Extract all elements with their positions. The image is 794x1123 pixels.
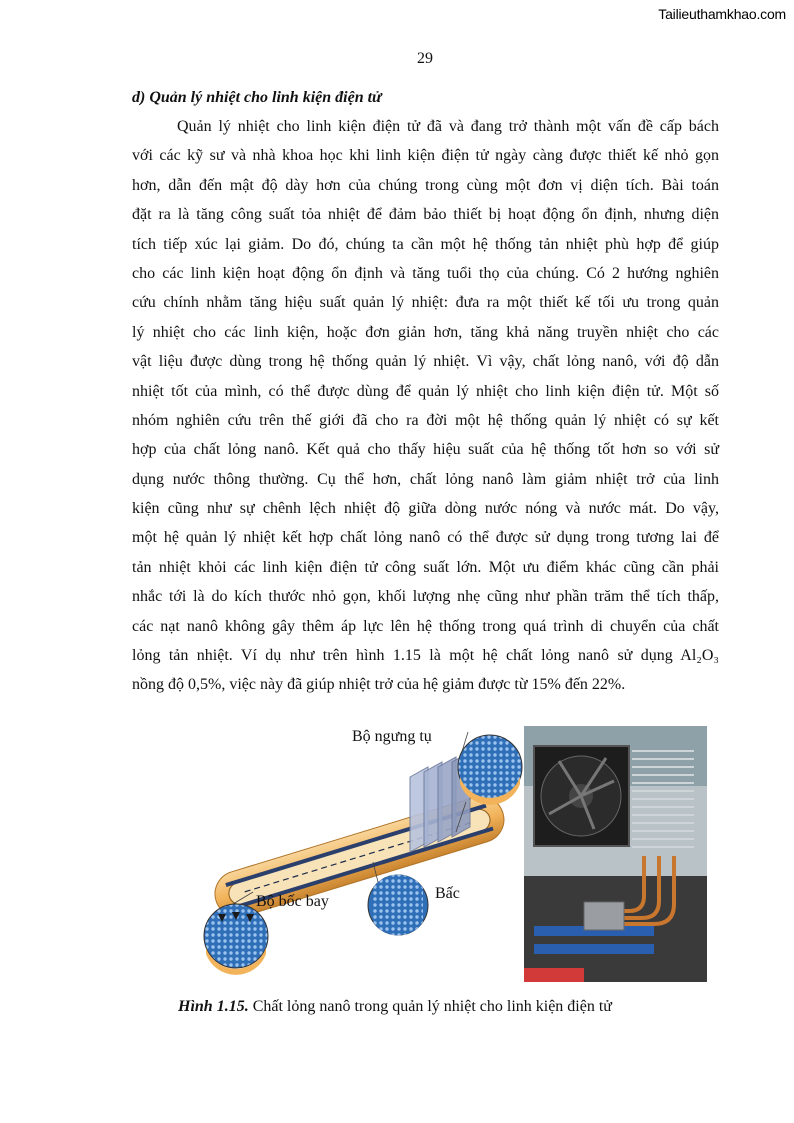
paragraph-line: cứu chính nhằm tăng hiệu suất quản lý nhiệt: đưa ra một thiết kế tối ưu trong quản [132,294,719,312]
figure-1-15 [0,722,794,987]
paragraph-line: Quản lý nhiệt cho linh kiện điện tử đã và đang trở thành một vấn đề cấp bách [177,118,719,135]
figure-caption [178,998,612,1016]
paragraph-line: hơn, dẫn đến mật độ dày hơn của chúng trong cùng một đơn vị diện tích. Bài toán [132,176,719,194]
cpu-cooler-photo [524,726,707,982]
label-condenser: Bộ ngưng tụ [352,728,432,745]
caption-text: Chất lỏng nanô trong quản lý nhiệt cho linh kiện điện tử [248,998,612,1015]
paragraph-line: cho các linh kiện hoạt động ổn định và tăng tuổi thọ của chúng. Có 2 hướng nghiên [132,264,719,282]
paragraph-line: vật liệu được dùng trong hệ thống quản lý nhiệt. Vì vậy, chất lỏng nanô, với độ dẫn [132,353,719,371]
paragraph-line: lỏng tản nhiệt. Ví dụ như trên hình 1.15 là một hệ chất lỏng nanô sử dụng Al₂O₃ [132,647,719,665]
paragraph-line: kiện cũng như sự chênh lệch nhiệt độ giữa dòng nước nóng và nước mát. Do vậy, [132,500,719,518]
label-wick: Bấc [435,885,460,902]
caption-label: Hình 1.15. [178,998,249,1015]
wick-zoom-circle [368,875,428,936]
paragraph-line: hợp của chất lỏng nanô. Kết quả cho thấy hiệu suất của hệ thống tốt hơn so với sử [132,441,719,459]
paragraph-line: với các kỹ sư và nhà khoa học khi linh kiện điện tử ngày càng được thiết kế nhỏ gọn [132,147,719,165]
watermark: Tailieuthamkhao.com [658,6,786,22]
paragraph-line: nhiệt tốt của mình, có thể được dùng để quản lý nhiệt cho linh kiện điện tử. Một số [132,382,719,400]
paragraph-line: tản nhiệt khỏi các linh kiện điện tử công suất lớn. Một ưu điểm khác cũng cần phải [132,558,719,576]
page-number: 29 [417,50,433,67]
paragraph-line: lý nhiệt cho các linh kiện, hoặc đơn giản hơn, tăng khả năng truyền nhiệt cho các [132,323,719,341]
evaporator-zoom-circle [204,904,268,975]
paragraph-line: đặt ra là tăng công suất tỏa nhiệt để đảm bảo thiết bị hoạt động ổn định, nhưng diện [132,206,719,224]
section-heading: d) Quản lý nhiệt cho linh kiện điện tử [132,89,382,106]
label-evaporator: Bộ bốc bay [256,893,329,910]
condenser-zoom-circle [458,735,522,805]
paragraph-line: nhóm nghiên cứu trên thế giới đã cho ra đời một hệ thống quản lý nhiệt có sự kết [132,411,719,429]
body-paragraph [132,112,719,700]
paragraph-line: dụng nước thông thường. Cụ thể hơn, chất lỏng nanô làm giảm nhiệt trở của linh [132,470,719,488]
heat-pipe-diagram [198,722,528,984]
paragraph-line: nồng độ 0,5%, việc này đã giúp nhiệt trở của hệ giảm được từ 15% đến 22%. [132,676,626,694]
paragraph-line: các nạt nanô không gây thêm áp lực lên hệ thống trong quá trình di chuyển của chất [132,617,719,635]
paragraph-line: nhắc tới là do kích thước nhỏ gọn, khối lượng nhẹ cũng như phần trăm thể tích thấp, [132,588,719,606]
paragraph-line: tích tiếp xúc lại giảm. Do đó, chúng ta cần một hệ thống tản nhiệt phù hợp để giúp [132,235,719,253]
paragraph-line: một hệ quản lý nhiệt kết hợp chất lỏng nanô có thể được sử dụng trong tương lai để [132,529,719,547]
